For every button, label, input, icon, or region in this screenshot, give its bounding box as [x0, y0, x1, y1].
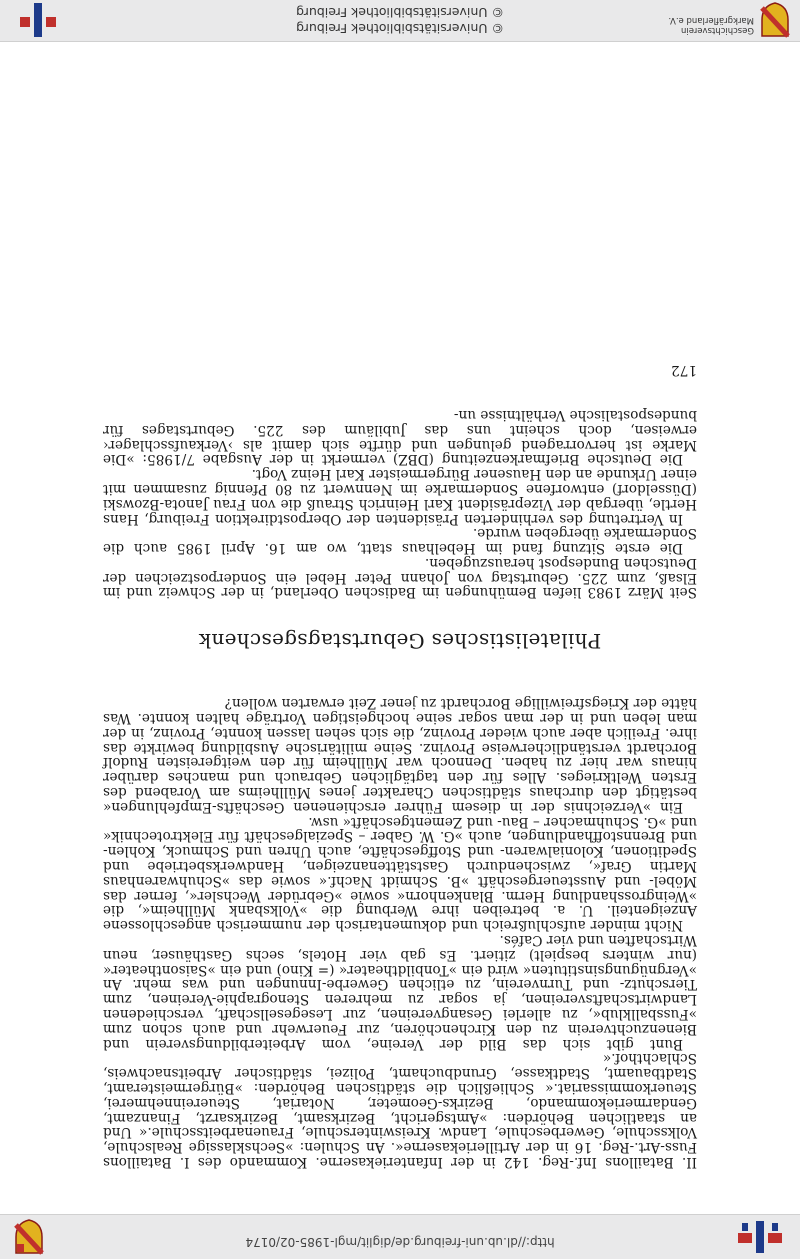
paragraph: Die erste Sitzung fand im Hebelhaus statt, wo am 16. April 1985 auch die Sondermarke übergeben wurde. — [103, 525, 697, 557]
article-heading: Philatelistisches Geburtstagsgeschenk — [198, 629, 602, 654]
paragraph: II. Bataillons Inf.-Reg. 142 in der Infanteriekaserne. Kommando des I. Bataillons Fuss-Art.-Reg. 16 in der Artilleriekaserne«. An Schulen: »Sechsklassige Realschule, Volksschule, Gewerbeschule, Landw. Kreiswinterschule, Frauenarbeitsschule.« Und an staatlichen Behörden: »Amtsgericht, Bezirksamt, Bezirksarzt, Finanzamt, Gendarmeriekommando, Bezirks-Geometer, Notariat, Steuereinnehmerei, Steuerkommissariat.« Schließlich die städtischen Behörden: »Bürgermeisteramt, Stadtbauamt, Stadtkasse, Grundbuchamt, Polizei, städtischer Arbeitsnachweis, Schlachthof.« — [103, 1050, 697, 1170]
coat-of-arms-icon — [760, 2, 790, 38]
paragraph: Ein »Verzeichnis der in diesem Führer erschienenen Geschäfts-Empfehlungen« bestätigt den durchaus städtischen Charakter jenes Müllheims am Vorabend des Ersten Weltkrieges. Alles für den tagtäglichen Gebrauch und manches darüber hinaus war hier zu haben. Dennoch war Müllheim für den weitgereisten Rudolf Borchardt verständlicherweise Provinz. Seine militärische Ausbildung bewirkte das ihre. Freilich aber auch wieder Provinz, die sich sehen lassen konnte, Provinz, in der man leben und in der man sogar seine hochgeistigen Vorträge halten konnte. Was hätte der Kriegsfreiwillige Borchardt zu jener Zeit erwarten wollen? — [103, 695, 697, 815]
paragraph: Nicht minder aufschlußreich und dokumentarisch der nummerisch angeschlossene Anzeigenteil. U. a. betreiben ihre Werbung die »Volksbank Müllheim«, die »Weingrosshandlung Herm. Blankenhorn« sowie »Gebrüder Wechsler«, ferner das Möbel- und Aussteuergeschäft »B. Schmidt Nachf.« sowie das »Schuhwarenhaus Martin Graf«, zwischendurch Gaststättenanzeigen, Handwerksbetriebe und Speditionen, Kolonialwaren- und Stoffgeschäfte, auch Uhren und Schmuck, Kohlen- und Brennstoffhandlungen, auch »G. W. Gaber – Spezialgeschäft für Elektrotechnik« und »G. Schuhmacher – Bau- und Zementgeschäft« usw. — [103, 813, 697, 934]
paragraph: In Vertretung des verhinderten Präsidenten der Oberpostdirektion Freiburg, Hans Hertle, übergab der Vizepräsident Karl Heinrich Strauß die von Frau Janota-Bzowski (Düsseldorf) entworfene Sondermarke im Nennwert zu 80 Pfennig zusammen mit einer Urkunde an den Hausener Bürgermeister Karl Heinz Vogt. — [103, 466, 697, 527]
copyright-notice: © Universitätsbibliothek Freiburg © Universitätsbibliothek Freiburg — [296, 5, 504, 36]
page-number: 172 — [671, 362, 697, 379]
paragraph: Die Deutsche Briefmarkenzeitung (DBZ) vermerkt in der Ausgabe 7/1985: »Die Marke ist hervorragend gelungen und dürfte sich damit als ›Verkaufsschlager‹ erweisen, doch scheint uns das Jubiläum des 225. Geburtstages für bundespostalische Verhältnisse un- — [103, 406, 697, 468]
library-header-band — [0, 1214, 800, 1259]
university-library-logo-icon — [18, 3, 58, 37]
paragraph: Seit März 1983 liefen Bemühungen im Badischen Oberland, in der Schweiz und im Elsaß, zum 225. Geburtstag von Johann Peter Hebel ein Sonderpostzeichen der Deutschen Bundespost herauszugeben. — [103, 554, 697, 601]
article-body — [103, 362, 697, 1169]
society-name: Geschichtsverein Markgräflerland e.V. — [668, 15, 754, 35]
university-library-logo-icon — [734, 1221, 786, 1253]
coat-of-arms-icon — [14, 1219, 44, 1255]
library-footer-band — [0, 0, 800, 42]
document-url[interactable]: http://dl.ub.uni-freiburg.de/diglit/mgl-1985-02/0174 — [245, 1235, 555, 1249]
paragraph: Bunt gibt sich das Bild der Vereine, vom Arbeiterbildungsverein und Bienenzuchtverein zu den Kirchenchören, zur Feuerwehr und auch schon zum »Fussballklub«, zu allerlei Gesangvereinen, zur Lesegesellschaft, verschiedenen Landwirtschaftsvereinen, ja sogar zu mehreren Stenographie-Vereinen, zum Tierschutz- und Turnverein, zu etlichen Gewerbe-Innungen und was mehr. An »Vergnügungsinstituten« wird ein »Tonbildtheater« (= Kino) und ein »Saisontheater« (nur winters bespielt) zitiert. Es gab vier Hotels, sechs Gasthäuser, neun Wirtschaften und vier Cafés. — [103, 932, 697, 1052]
